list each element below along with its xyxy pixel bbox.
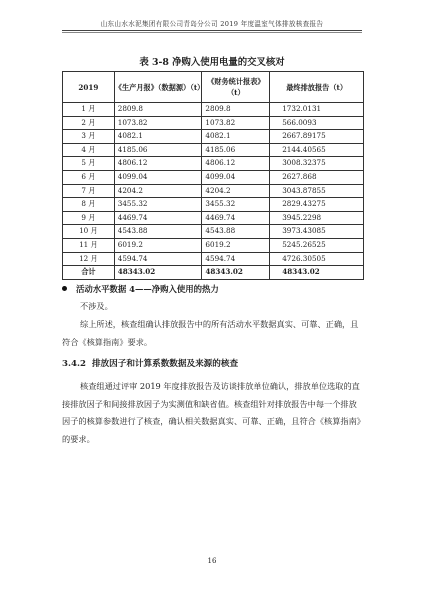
value-cell: 4469.74	[114, 211, 202, 225]
table-row	[63, 238, 364, 252]
table-row	[63, 170, 364, 184]
table-total-row	[63, 266, 364, 280]
value-cell: 2627.868	[270, 170, 364, 184]
value-cell: 3455.32	[202, 198, 270, 212]
value-cell: 2809.8	[114, 103, 202, 117]
value-cell: 4469.74	[202, 211, 270, 225]
month-cell: 1 月	[63, 103, 115, 117]
table-row	[63, 225, 364, 239]
value-cell: 4082.1	[114, 130, 202, 144]
col-header-final-report: 最终排放报告（t）	[270, 72, 364, 103]
table-row	[63, 143, 364, 157]
value-cell: 4543.88	[202, 225, 270, 239]
value-cell: 4204.2	[114, 184, 202, 198]
value-cell: 4185.06	[114, 143, 202, 157]
table-row	[63, 116, 364, 130]
value-cell: 4594.74	[114, 252, 202, 266]
value-cell: 4185.06	[202, 143, 270, 157]
value-cell: 3008.32375	[270, 157, 364, 171]
value-cell: 3043.87855	[270, 184, 364, 198]
table-row	[63, 184, 364, 198]
running-header: 山东山水水泥集团有限公司青岛分公司 2019 年度温室气体排放核查报告	[100, 20, 324, 28]
table-header-row	[63, 72, 364, 103]
value-cell: 4543.88	[114, 225, 202, 239]
month-cell: 7 月	[63, 184, 115, 198]
month-cell: 6 月	[63, 170, 115, 184]
total-label-cell: 合计	[63, 266, 115, 280]
value-cell: 2809.8	[202, 103, 270, 117]
value-cell: 2144.40565	[270, 143, 364, 157]
value-cell: 6019.2	[202, 238, 270, 252]
total-value-cell: 48343.02	[202, 266, 270, 280]
month-cell: 9 月	[63, 211, 115, 225]
month-cell: 3 月	[63, 130, 115, 144]
bullet-text: 活动水平数据 4——净购入使用的热力	[76, 284, 219, 294]
col-header-financial-report: 《财务统计报表》（t）	[202, 72, 270, 103]
table-row	[63, 157, 364, 171]
month-cell: 11 月	[63, 238, 115, 252]
table-row	[63, 211, 364, 225]
value-cell: 4806.12	[114, 157, 202, 171]
value-cell: 2667.89175	[270, 130, 364, 144]
table-row	[63, 252, 364, 266]
value-cell: 5245.26525	[270, 238, 364, 252]
value-cell: 1732.0131	[270, 103, 364, 117]
section-number: 3.4.2	[62, 359, 86, 369]
month-cell: 5 月	[63, 157, 115, 171]
month-cell: 10 月	[63, 225, 115, 239]
value-cell: 3945.2298	[270, 211, 364, 225]
month-cell: 2 月	[63, 116, 115, 130]
month-cell: 8 月	[63, 198, 115, 212]
table-row	[63, 103, 364, 117]
value-cell: 4099.04	[202, 170, 270, 184]
value-cell: 566.0093	[270, 116, 364, 130]
total-value-cell: 48343.02	[270, 266, 364, 280]
col-header-production-report: 《生产月报》（数据源）（t）	[114, 72, 202, 103]
col-header-year: 2019	[63, 72, 115, 103]
table-row	[63, 198, 364, 212]
bullet-dot-icon	[62, 286, 67, 291]
activity-data-bullet	[62, 283, 219, 295]
body-paragraph: 核查组通过评审 2019 年度排放报告及访谈排放单位确认，排放单位选取的直接排放因子和间接排放因子为实测值和缺省值。核查组针对排放报告中每一个排放因子的核算参数进行了核查，确认相关数据真实、可靠、正确，且符合《核算指南》的要求。	[62, 381, 361, 444]
page-number: 16	[207, 557, 217, 565]
header-rule	[62, 30, 362, 31]
value-cell: 4204.2	[202, 184, 270, 198]
section-title: 排放因子和计算系数数据及来源的核查	[91, 359, 239, 369]
value-cell: 3455.32	[114, 198, 202, 212]
value-cell: 4806.12	[202, 157, 270, 171]
electricity-crosscheck-table	[62, 71, 364, 280]
month-cell: 12 月	[63, 252, 115, 266]
value-cell: 6019.2	[114, 238, 202, 252]
value-cell: 4082.1	[202, 130, 270, 144]
value-cell: 4099.04	[114, 170, 202, 184]
table-row	[63, 130, 364, 144]
value-cell: 2829.43275	[270, 198, 364, 212]
value-cell: 4726.30505	[270, 252, 364, 266]
value-cell: 1073.82	[202, 116, 270, 130]
value-cell: 3973.43085	[270, 225, 364, 239]
summary-paragraph: 综上所述，核查组确认排放报告中的所有活动水平数据真实、可靠、正确，且符合《核算指南》要求。	[62, 319, 359, 347]
header-rule-thin	[62, 32, 362, 33]
month-cell: 4 月	[63, 143, 115, 157]
value-cell: 1073.82	[114, 116, 202, 130]
total-value-cell: 48343.02	[114, 266, 202, 280]
table-caption: 表 3-8 净购入使用电量的交叉核对	[139, 57, 285, 68]
section-heading	[62, 357, 238, 369]
not-applicable-text: 不涉及。	[80, 301, 113, 311]
value-cell: 4594.74	[202, 252, 270, 266]
